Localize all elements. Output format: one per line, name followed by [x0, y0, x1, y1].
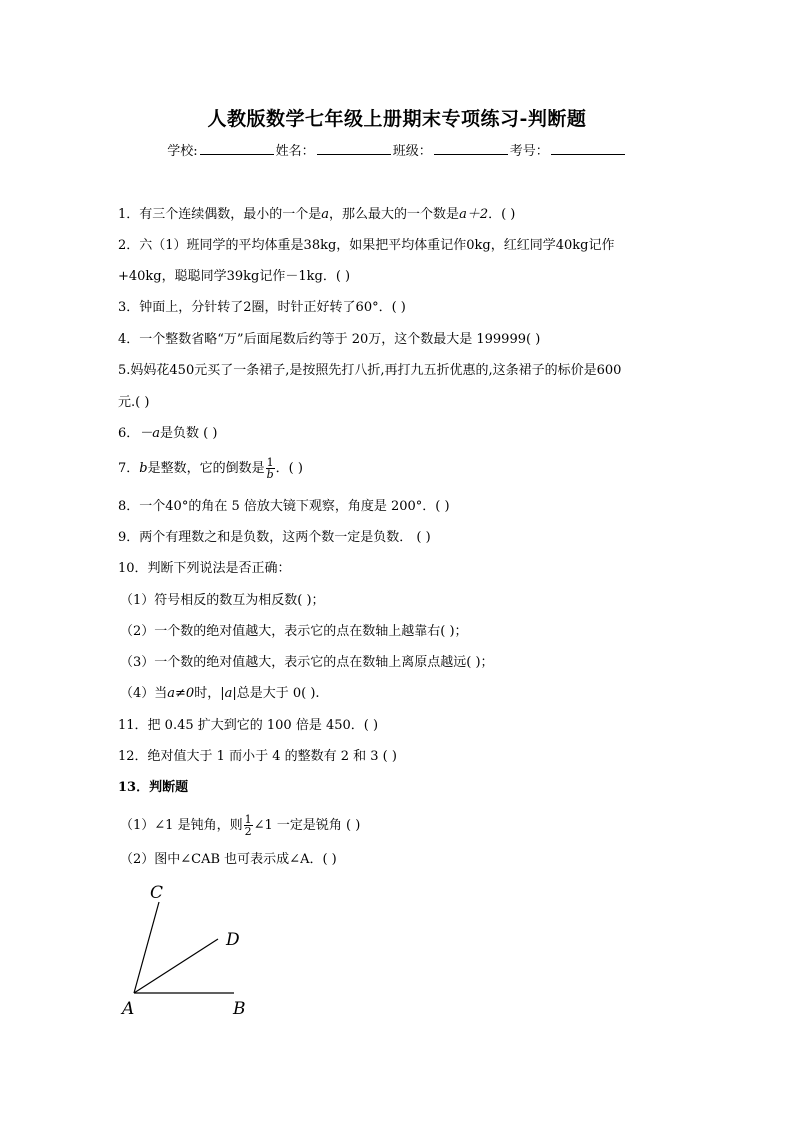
q7-number: 7．: [118, 461, 140, 476]
q1-answer-paren: ．( ): [488, 207, 516, 222]
q7-answer-paren: ．( ): [275, 461, 303, 476]
label-d: D: [226, 930, 240, 950]
q13-1-fraction: [244, 814, 253, 837]
q1-text-b: ，那么最大的一个数是: [329, 207, 460, 222]
question-3: 3．钟面上，分针转了2圈，时针正好转了60°．( ): [118, 300, 406, 315]
q1-variable: a: [321, 207, 330, 222]
q6-variable: －a: [139, 426, 161, 441]
question-2: 2．六（1）班同学的平均体重是38kg，如果把平均体重记作0kg，红红同学40kg记作: [118, 238, 615, 253]
question-10-4: [120, 685, 320, 703]
question-7: [118, 457, 303, 480]
q13-1-prefix: （1）∠1 是钝角，则: [120, 818, 243, 833]
exam-no-blank: [551, 142, 625, 155]
question-13: 13．判断题: [118, 780, 189, 795]
q7-fraction: [266, 457, 275, 480]
question-11: 11．把 0.45 扩大到它的 100 倍是 450．( ): [118, 718, 379, 733]
q10-4-condition: a≠0: [167, 686, 195, 701]
question-13-2: （2）图中∠CAB 也可表示成∠A．( ): [120, 852, 337, 867]
question-12: 12．绝对值大于 1 而小于 4 的整数有 2 和 3 ( ): [118, 749, 397, 764]
name-label: 姓名：: [275, 144, 315, 159]
q7-variable: b: [139, 461, 148, 476]
angle-figure: [112, 882, 272, 1022]
q6-number: 6．: [118, 426, 140, 441]
name-blank: [317, 142, 391, 155]
q13-1-answer-paren: ∠1 一定是锐角 ( ): [253, 818, 361, 833]
question-6: [118, 425, 217, 443]
question-5: 5.妈妈花450元买了一条裙子,是按照先打八折,再打九五折优惠的,这条裙子的标价是600: [118, 363, 622, 378]
label-b: B: [233, 999, 246, 1019]
question-10-2: （2）一个数的绝对值越大，表示它的点在数轴上越靠右( )；: [120, 624, 468, 639]
question-8: 8．一个40°的角在 5 倍放大镜下观察，角度是 200°．( ): [118, 499, 450, 514]
exam-no-label: 考号：: [509, 144, 549, 159]
q10-4-absolute-value: |a|: [220, 686, 237, 701]
q10-4-answer-paren: 总是大于 0( ).: [236, 686, 320, 701]
q7-text: 是整数，它的倒数是: [147, 461, 265, 476]
question-4: 4．一个整数省略“万”后面尾数后约等于 20万，这个数最大是 199999( ): [118, 332, 541, 347]
question-10-3: （3）一个数的绝对值越大，表示它的点在数轴上离原点越远( )；: [120, 655, 494, 670]
page-title: 人教版数学七年级上册期末专项练习-判断题: [207, 108, 587, 130]
q7-denominator: b: [266, 468, 274, 481]
question-13-1: [120, 814, 360, 837]
q10-4-prefix: （4）当: [120, 686, 168, 701]
q1-text: 1．有三个连续偶数，最小的一个是: [118, 207, 322, 222]
question-1: [118, 206, 515, 224]
q1-expression: a＋2: [459, 207, 489, 222]
question-2-cont: +40kg，聪聪同学39kg记作－1kg．( ): [118, 269, 351, 284]
class-blank: [434, 142, 508, 155]
q13-1-denominator: 2: [244, 825, 252, 838]
question-5-cont: 元.( ): [118, 395, 150, 410]
question-10-1: （1）符号相反的数互为相反数( )；: [120, 593, 325, 608]
q6-text: 是负数 ( ): [160, 426, 218, 441]
q7-numerator: 1: [266, 456, 274, 469]
question-9: 9．两个有理数之和是负数，这两个数一定是负数． ( ): [118, 530, 431, 545]
school-blank: [200, 142, 274, 155]
student-info-line: [0, 140, 794, 159]
q13-1-numerator: 1: [244, 813, 252, 826]
question-10: 10．判断下列说法是否正确：: [118, 561, 291, 576]
class-label: 班级：: [392, 144, 432, 159]
label-c: C: [150, 883, 164, 903]
label-a: A: [122, 999, 135, 1019]
q10-4-text: 时，: [194, 686, 221, 701]
school-label: 学校:: [167, 144, 198, 159]
